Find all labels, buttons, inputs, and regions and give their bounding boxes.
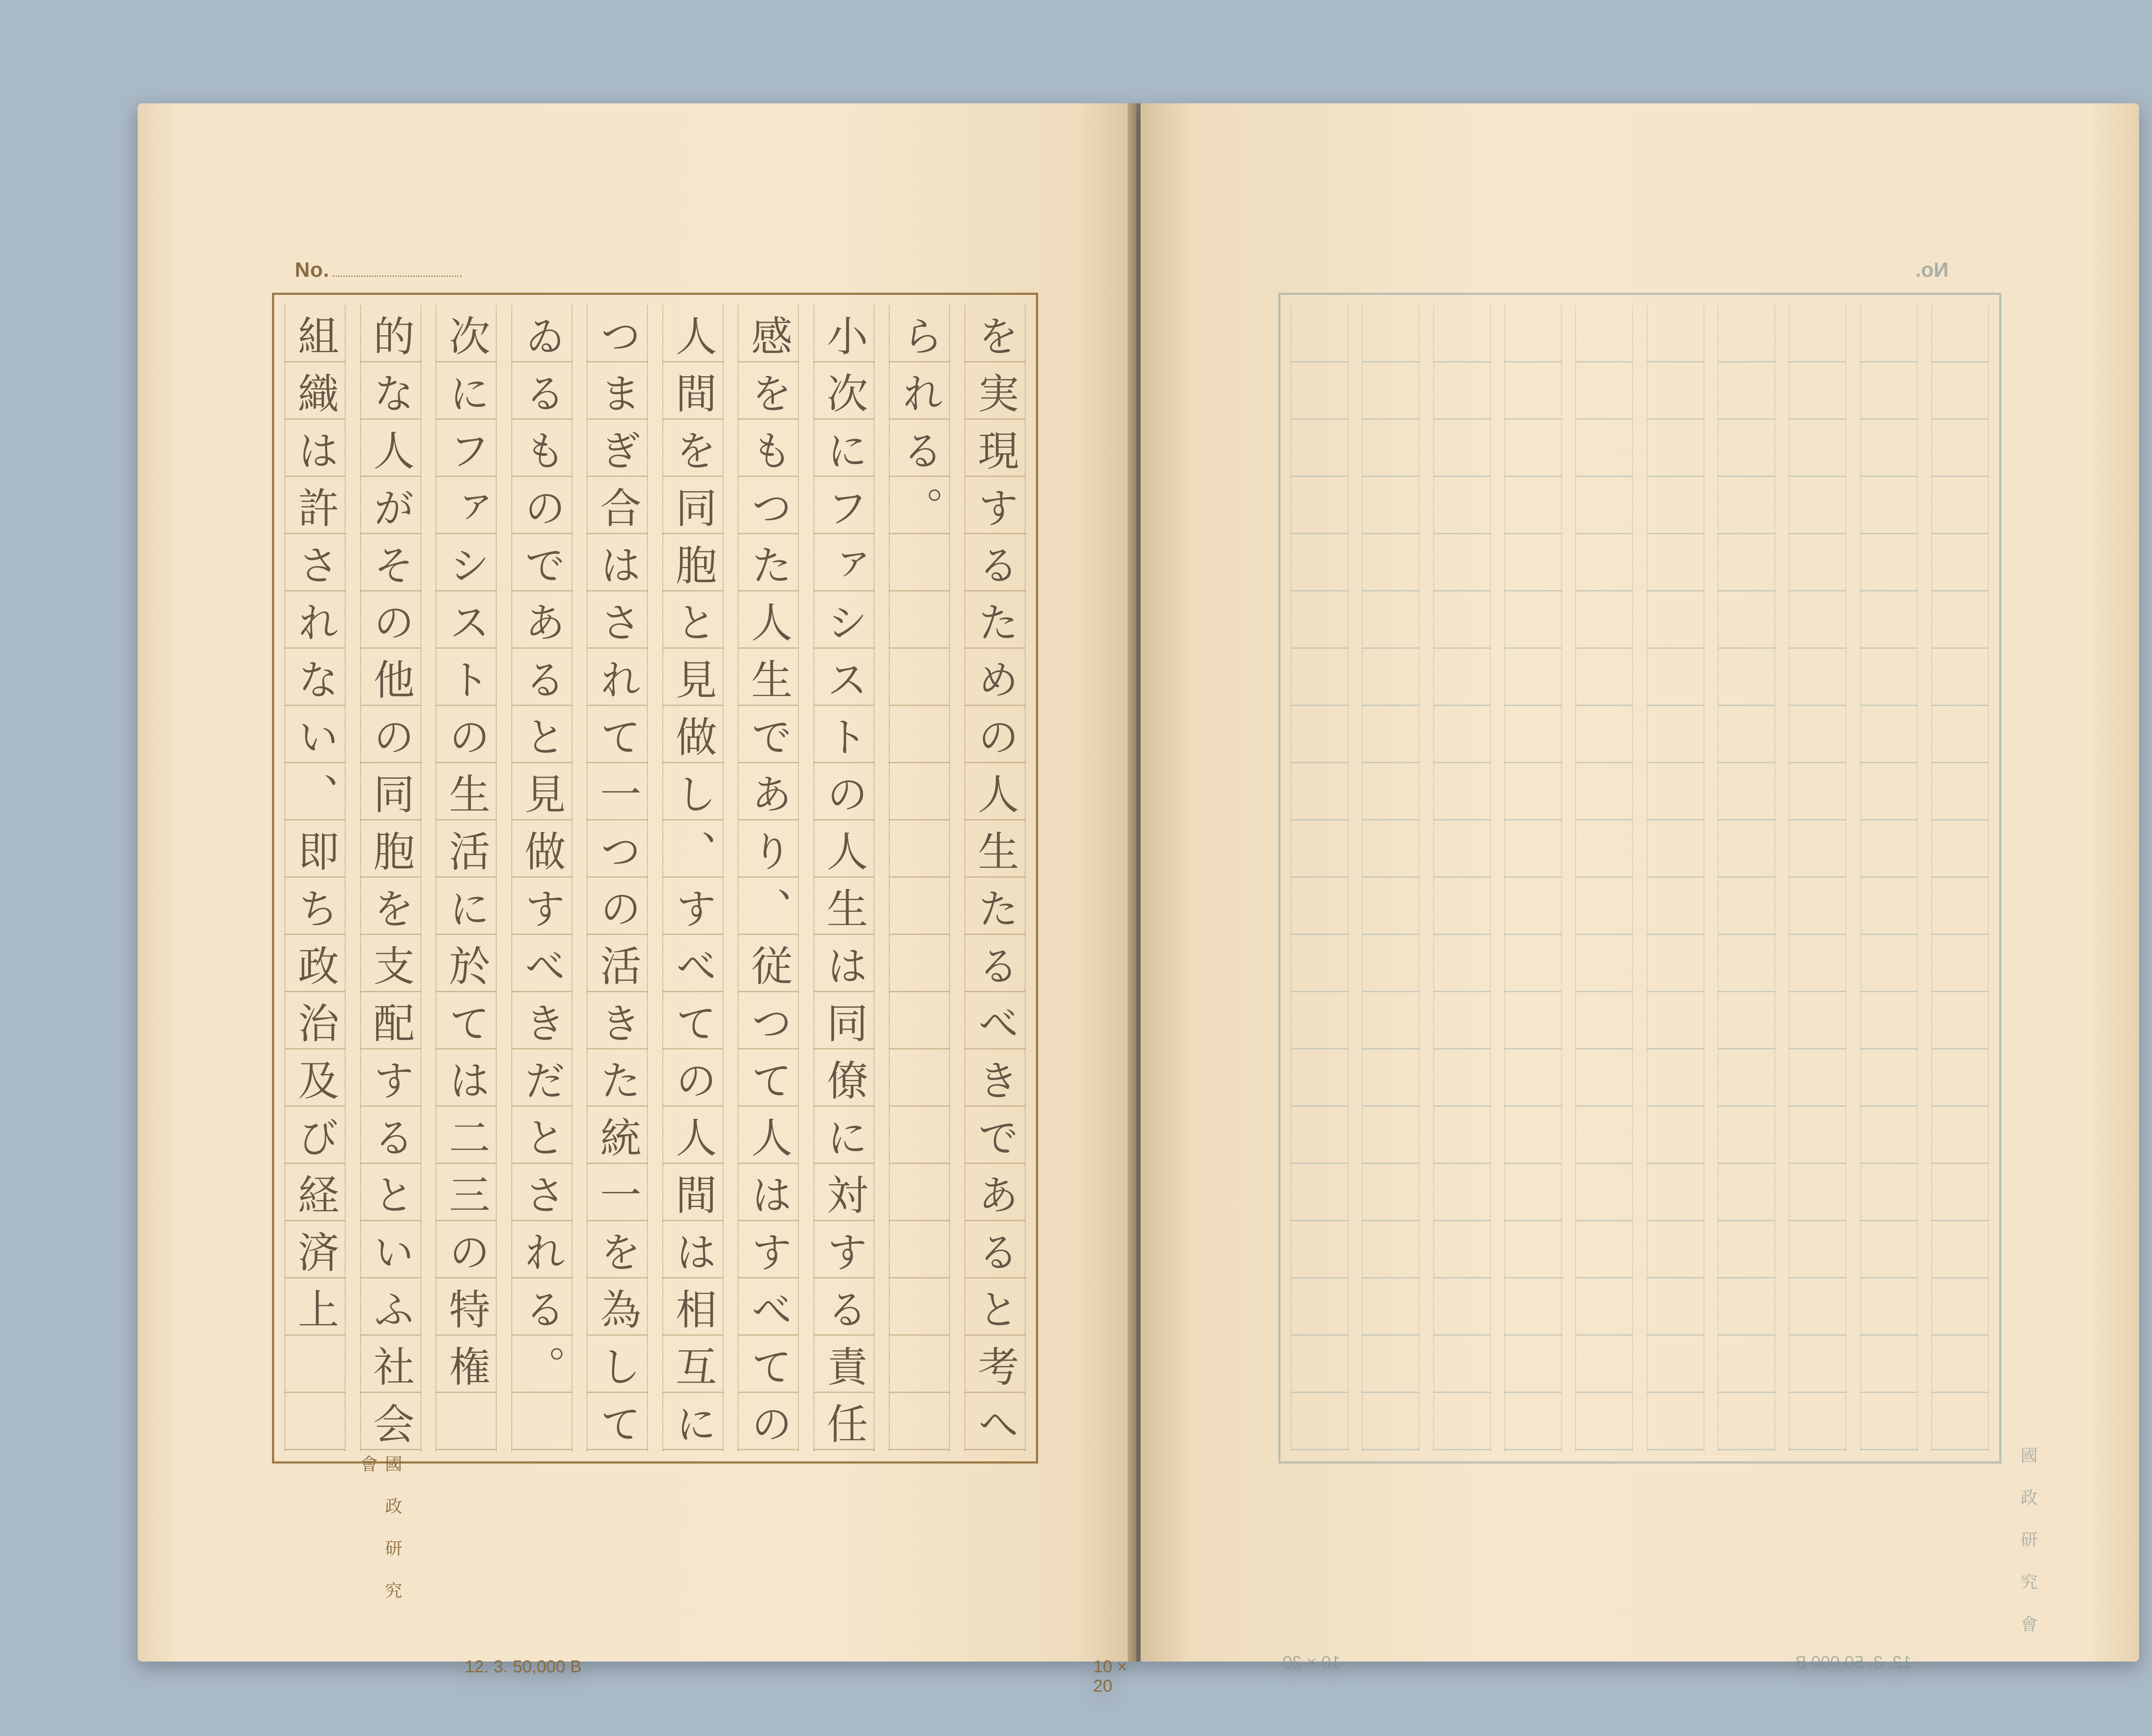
bleedthrough-column: [1362, 305, 1419, 1451]
manuscript-column: [284, 305, 346, 1451]
page-number-field: [295, 258, 596, 282]
bleedthrough-column: [1718, 305, 1775, 1451]
column-text: を実現するための人生たるべきであると考へ: [971, 315, 1020, 1460]
column-text: 感をもつた人生であり、従つて人はすべての: [744, 315, 793, 1460]
grid-size-label-mirrored: 10 × 20: [1283, 1653, 1341, 1672]
bleedthrough-column: [1504, 305, 1562, 1451]
manuscript-grid-bleedthrough: [1278, 293, 2001, 1464]
column-text: つまぎ合はされて一つの活きた統一を為して: [593, 315, 642, 1460]
grid-size-label: 10 × 20: [1093, 1657, 1127, 1696]
page-number-label: No.: [295, 259, 330, 282]
bleedthrough-column: [1647, 305, 1704, 1451]
column-text: 人間を同胞と見做し、すべての人間は相互に: [669, 315, 717, 1460]
manuscript-column: [360, 305, 421, 1460]
bleedthrough-column: [1575, 305, 1633, 1451]
column-text: 的な人がその他の同胞を支配するといふ社会: [367, 315, 415, 1460]
manuscript-column: [436, 305, 497, 1451]
column-text: 組織は許されない、即ち政治及び経済上: [291, 315, 340, 1345]
publisher-imprint: 國政研究會: [358, 1455, 402, 1624]
manuscript-columns: [284, 305, 1026, 1460]
page-number-label-mirrored: No.: [1915, 259, 1949, 282]
bleedthrough-column: [1931, 305, 1989, 1451]
bleedthrough-column: [1860, 305, 1918, 1451]
print-code-mirrored: 12. 3. 50,000 B: [1795, 1653, 1912, 1672]
column-text: られる。: [895, 315, 944, 544]
bleedthrough-column: [1433, 305, 1491, 1451]
manuscript-column: [813, 305, 875, 1460]
print-code: 12. 3. 50,000 B: [465, 1657, 582, 1676]
right-page: [1141, 103, 2139, 1672]
manuscript-grid: [272, 293, 1038, 1464]
manuscript-column: [662, 305, 724, 1460]
column-text: 次にファシストの生活に於ては二三の特権: [442, 315, 491, 1402]
bleedthrough-column: [1789, 305, 1846, 1451]
bleedthrough-column: [1291, 305, 1348, 1451]
manuscript-column: [587, 305, 648, 1460]
open-notebook: [138, 103, 2139, 1696]
left-page: [138, 103, 1136, 1696]
column-text: ゐるものであると見做すべきだとされる。: [518, 315, 566, 1402]
manuscript-column: [889, 305, 950, 1451]
column-text: 小次にファシストの人生は同僚に対する責任: [820, 315, 869, 1460]
manuscript-column: [965, 305, 1026, 1460]
manuscript-column: [738, 305, 799, 1460]
manuscript-column: [511, 305, 572, 1451]
bleedthrough-columns: [1291, 305, 1989, 1451]
publisher-imprint-mirrored: 國政研究會: [2018, 1446, 2038, 1657]
page-number-line: [333, 275, 462, 277]
